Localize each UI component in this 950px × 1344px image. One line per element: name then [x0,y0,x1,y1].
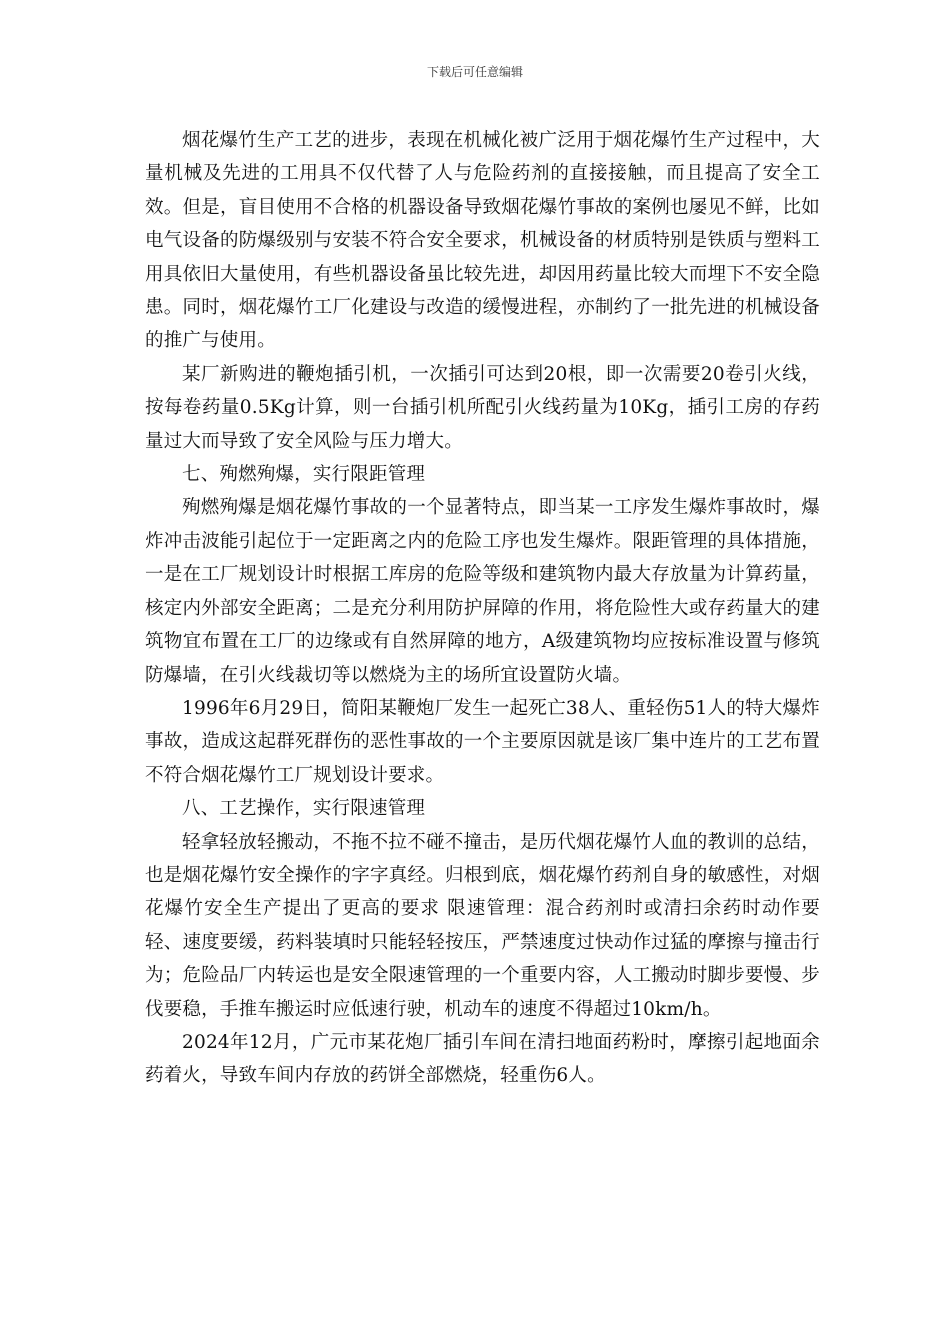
paragraph-distance-management: 殉燃殉爆是烟花爆竹事故的一个显著特点，即当某一工序发生爆炸事故时，爆炸冲击波能引起位于一定距离之内的危险工序也发生爆炸。限距管理的具体措施，一是在工厂规划设计时根据工库房的危险等级和建筑物内最大存放量为计算药量，核定内外部安全距离；二是充分利用防护屏障的作用，将危险性大或存药量大的建筑物宜布置在工厂的边缘或有自然屏障的地方，A级建筑物均应按标准设置与修筑防爆墙，在引火线裁切等以燃烧为主的场所宜设置防火墙。 [145,497,820,686]
section-heading-distance-management: 七、殉燃殉爆，实行限距管理 [182,464,426,486]
document-body [145,124,820,1093]
paragraph-mechanization: 烟花爆竹生产工艺的进步，表现在机械化被广泛用于烟花爆竹生产过程中，大量机械及先进的工用具不仅代替了人与危险药剂的直接接触，而且提高了安全工效。但是，盲目使用不合格的机器设备导致烟花爆竹事故的案例也屡见不鲜，比如电气设备的防爆级别与安装不符合安全要求，机械设备的材质特别是铁质与塑料工用具依旧大量使用，有些机器设备虽比较先进，却因用药量比较大而埋下不安全隐患。同时，烟花爆竹工厂化建设与改造的缓慢进程，亦制约了一批先进的机械设备的推广与使用。 [145,130,820,352]
section-heading-speed-management: 八、工艺操作，实行限速管理 [182,798,426,820]
paragraph-guangyuan-accident: 2024年12月，广元市某花炮厂插引车间在清扫地面药粉时，摩擦引起地面余药着火，导致车间内存放的药饼全部燃烧，轻重伤6人。 [145,1031,820,1087]
paragraph-speed-management: 轻拿轻放轻搬动，不拖不拉不碰不撞击，是历代烟花爆竹人血的教训的总结，也是烟花爆竹安全操作的字字真经。归根到底，烟花爆竹药剂自身的敏感性，对烟花爆竹安全生产提出了更高的要求 限速管理：混合药剂时或清扫余药时动作要轻、速度要缓，药料装填时只能轻轻按压，严禁速度过快动作过猛的摩擦与撞击行为；危险品厂内转运也是安全限速管理的一个重要内容，人工搬动时脚步要慢、步伐要稳，手推车搬运时应低速行驶，机动车的速度不得超过10km/h。 [145,831,820,1020]
header-note: 下载后可任意编辑 [426,65,523,79]
paragraph-jianyang-accident: 1996年6月29日，简阳某鞭炮厂发生一起死亡38人、重轻伤51人的特大爆炸事故，造成这起群死群伤的恶性事故的一个主要原因就是该厂集中连片的工艺布置不符合烟花爆竹工厂规划设计要求。 [145,697,820,786]
paragraph-insertion-machine-example: 某厂新购进的鞭炮插引机，一次插引可达到20根，即一次需要20卷引火线，按每卷药量0.5Kg计算，则一台插引机所配引火线药量为10Kg，插引工房的存药量过大而导致了安全风险与压力增大。 [145,363,820,452]
